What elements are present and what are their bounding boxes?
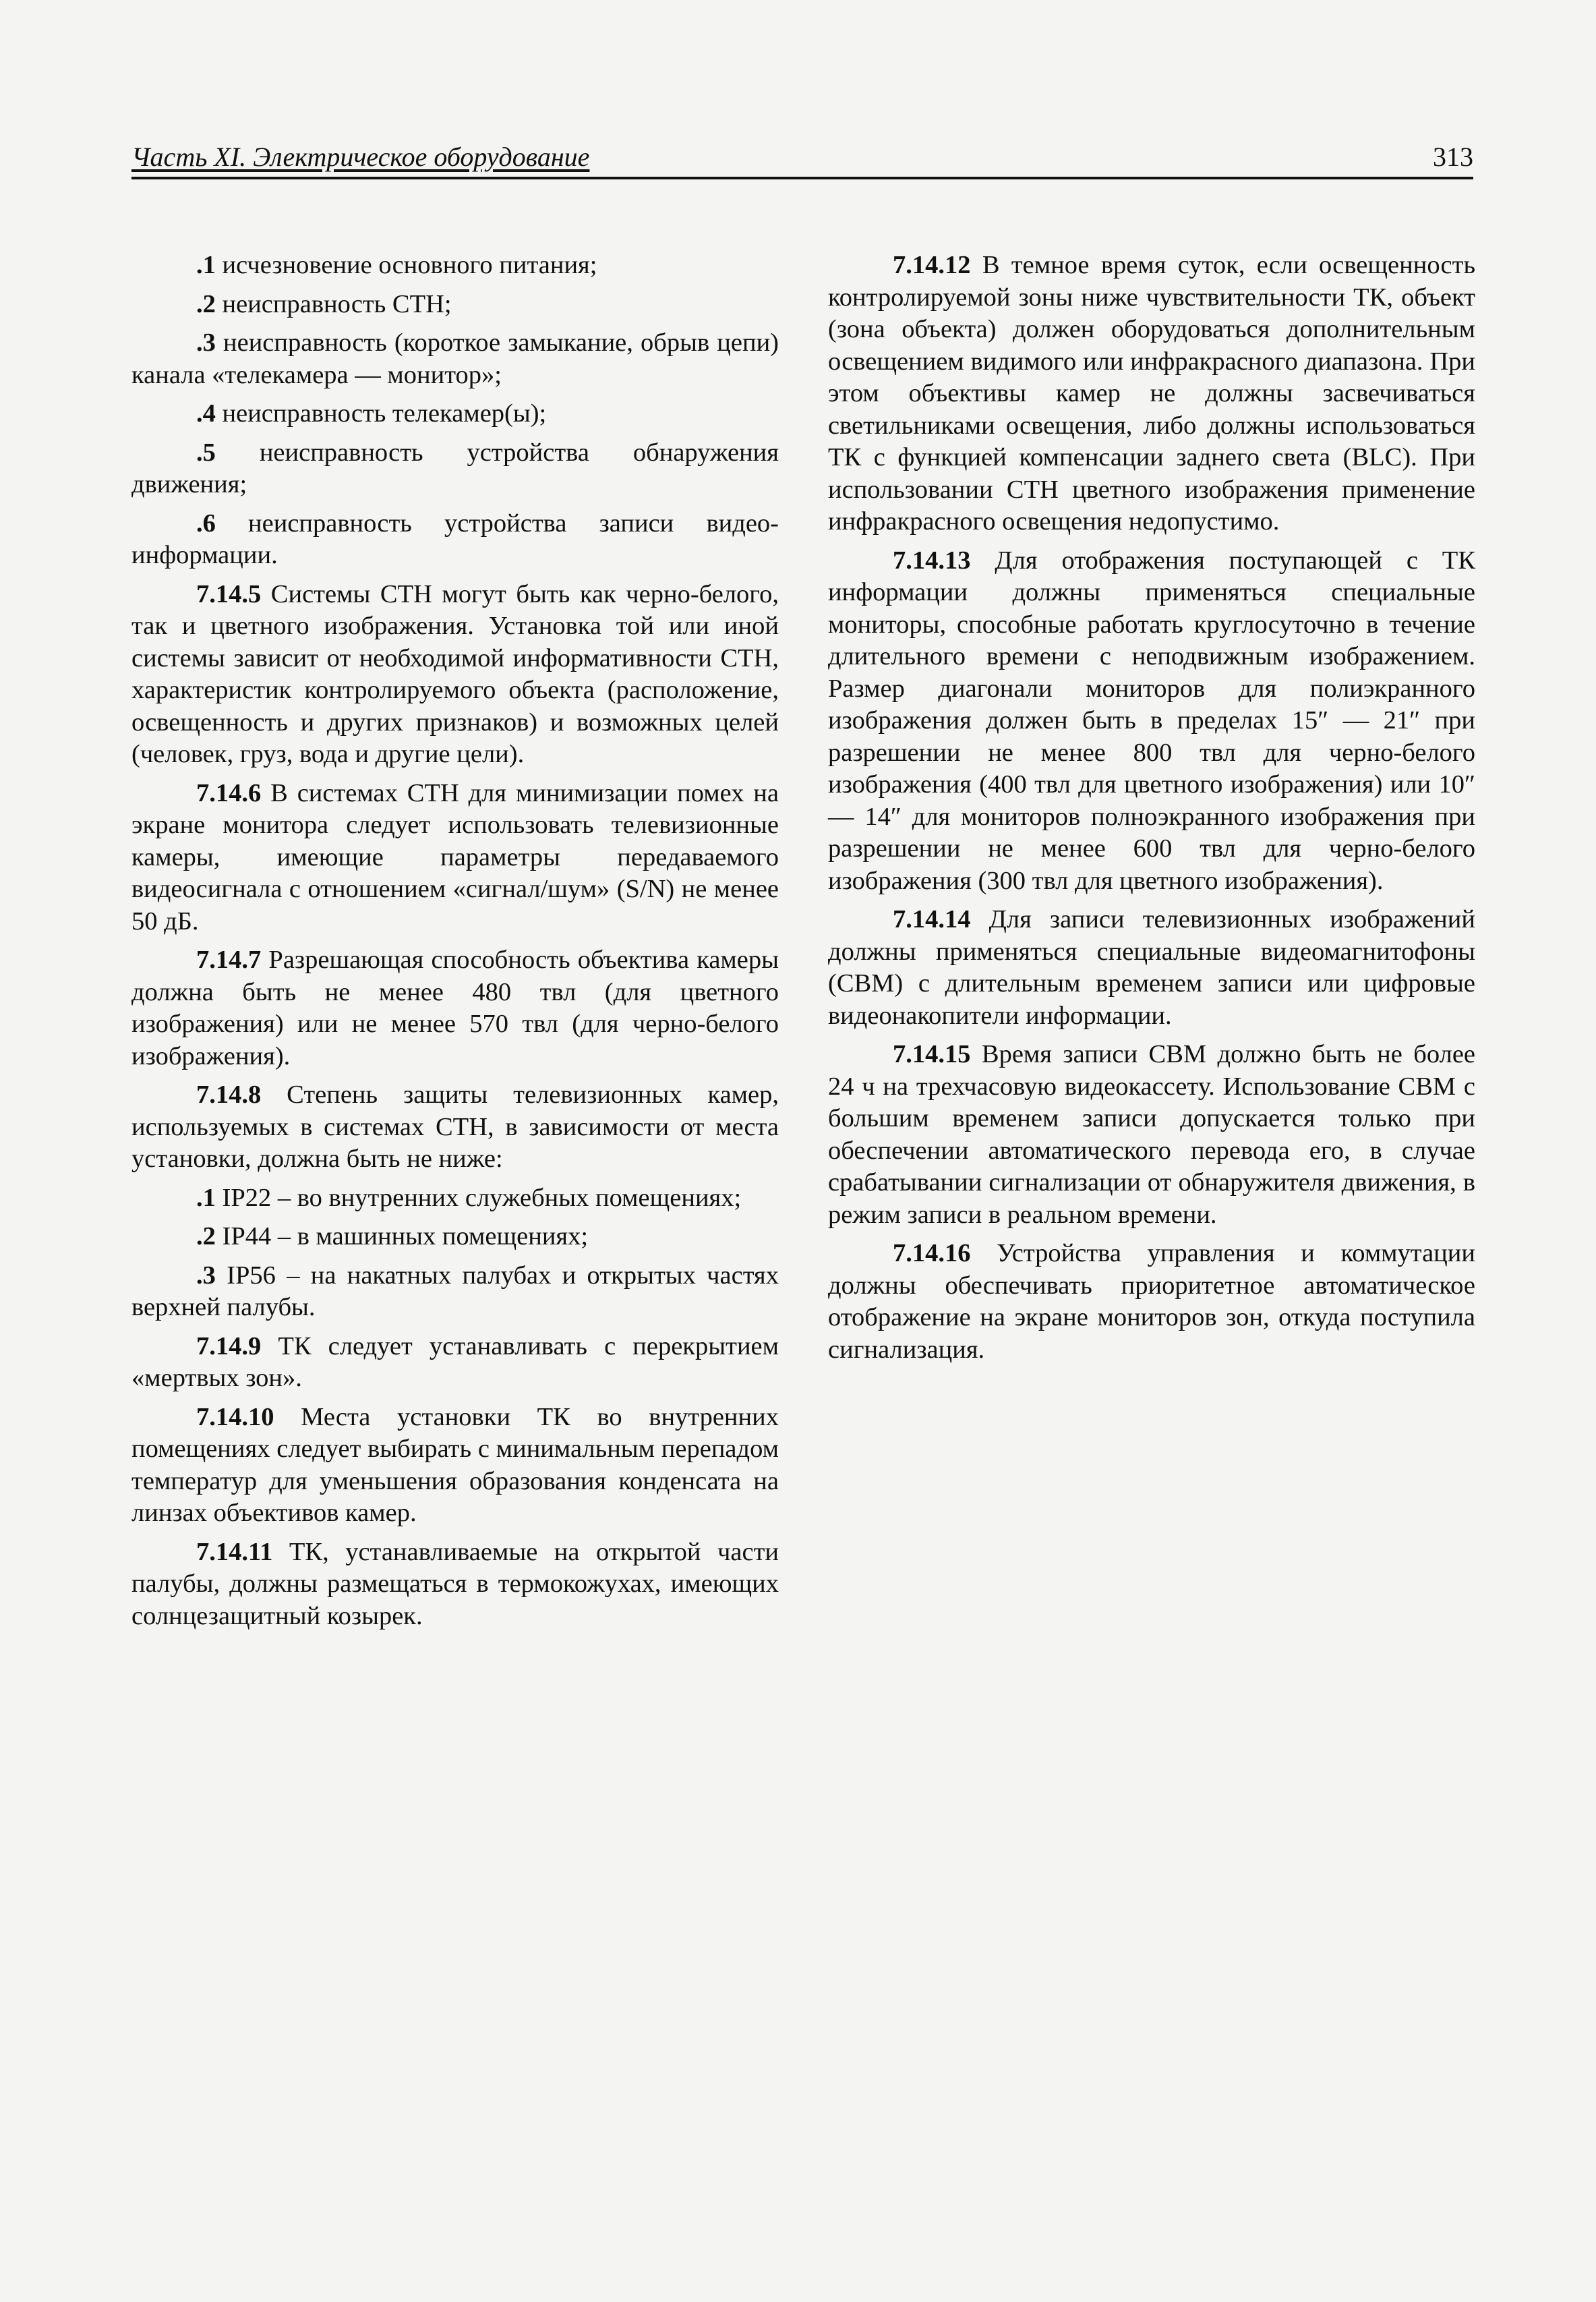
clause-number: .1 (196, 1183, 216, 1212)
clause-number: 7.14.15 (893, 1040, 971, 1068)
clause-text: Устройства управления и коммутации должны обеспечивать приоритетное автоматическое отображение на экране мониторов зон, откуда поступила сигнализация. (828, 1239, 1475, 1364)
paragraph (131, 944, 779, 1072)
paragraph (131, 437, 779, 501)
clause-text: неисправность телекамер(ы); (215, 399, 547, 428)
clause-number: 7.14.10 (196, 1402, 274, 1431)
paragraph (131, 579, 779, 771)
clause-number: 7.14.8 (196, 1081, 262, 1109)
clause-number: 7.14.9 (196, 1331, 262, 1360)
clause-text: IP44 – в машинных помещениях; (215, 1222, 589, 1250)
clause-text: Разрешающая способность объектива камеры должна быть не менее 480 твл (для цветного изображения) или не менее 570 твл (для черно-белого изображения). (131, 946, 779, 1070)
page-header (131, 135, 1473, 179)
page-number: 313 (1433, 142, 1473, 172)
clause-number: 7.14.14 (893, 905, 971, 933)
clause-text: неисправность устройства обнаружения движения; (131, 438, 779, 498)
paragraph (131, 1402, 779, 1530)
paragraph (131, 398, 779, 430)
clause-number: 7.14.16 (893, 1239, 971, 1267)
clause-number: .5 (196, 438, 216, 467)
paragraph (131, 1331, 779, 1395)
clause-text: IP22 – во внутренних служебных помещениях; (215, 1183, 742, 1212)
paragraph (131, 1536, 779, 1633)
clause-text: неисправность (короткое замыкание, обрыв цепи) канала «телекамера — монитор»; (131, 328, 779, 389)
clause-number: 7.14.11 (196, 1537, 273, 1566)
clause-text: В системах СТН для минимизации помех на экране монитора следует использовать телевизионные камеры, имеющие параметры передаваемого видеосигнала с отношением «сигнал/шум» (S/N) не менее 50 дБ. (131, 778, 779, 936)
right-column (828, 250, 1475, 1373)
paragraph (828, 1039, 1475, 1231)
paragraph (828, 1238, 1475, 1366)
clause-text: неисправность устройства записи видеоинформации. (131, 509, 779, 569)
clause-number: .2 (196, 289, 216, 318)
clause-text: Степень защиты телевизионных камер, используемых в системах СТН, в зависимости от места установки, должна быть не ниже: (131, 1081, 779, 1173)
paragraph (131, 289, 779, 321)
paragraph (131, 1221, 779, 1253)
paragraph (828, 904, 1475, 1032)
clause-number: 7.14.5 (196, 579, 262, 608)
paragraph (131, 250, 779, 282)
clause-number: .4 (196, 399, 216, 428)
clause-text: ТК следует устанавливать с перекрытием «мертвых зон». (131, 1331, 779, 1392)
clause-text: Места установки ТК во внутренних помещениях следует выбирать с минимальным перепадом температур для уменьшения образования конденсата на линзах объективов камер. (131, 1402, 779, 1527)
paragraph (131, 1079, 779, 1176)
clause-text: В темное время суток, если освещенность контролируемой зоны ниже чувствительности ТК, объект (зона объекта) должен оборудоваться дополнительным освещением видимого или инфракрасного диапазона. При этом объективы камер не должны засвечиваться светильниками освещения, либо должны использоваться ТК с функцией компенсации заднего света (BLC). При использовании СТН цветного изображения применение инфракрасного освещения недопустимо. (828, 251, 1475, 536)
clause-number: 7.14.13 (893, 546, 971, 575)
clause-number: .3 (196, 1261, 216, 1290)
paragraph (131, 1260, 779, 1324)
paragraph (131, 1182, 779, 1215)
paragraph (131, 778, 779, 938)
clause-text: Для отображения поступающей с ТК информации должны применяться специальные мониторы, способные работать круглосуточно в течение длительного времени с неподвижным изображением. Размер диагонали мониторов для полиэкранного изображения должен быть в пределах 15″ — 21″ при разрешении не менее 800 твл для черно-белого изображения (400 твл для цветного изображения) или 10″ — 14″ для мониторов полноэкранного изображения при разрешении не менее 600 твл для черно-белого изображения (300 твл для цветного изображения). (828, 546, 1475, 895)
clause-number: .2 (196, 1222, 216, 1250)
clause-text: исчезновение основного питания; (215, 251, 597, 279)
paragraph (131, 327, 779, 391)
clause-text: неисправность СТН; (215, 289, 452, 318)
left-column (131, 250, 779, 1639)
clause-text: IP56 – на накатных палубах и открытых частях верхней палубы. (131, 1261, 779, 1321)
paragraph (828, 545, 1475, 898)
clause-number: .6 (196, 509, 216, 538)
clause-number: 7.14.6 (196, 778, 262, 807)
clause-text: Время записи СВМ должно быть не более 24 ч на трехчасовую видеокассету. Использование СВМ с большим временем записи допускается только при обеспечении автоматического перевода его, в случае срабатывании сигнализации от обнаружителя движения, в режим записи в реальном времени. (828, 1040, 1475, 1229)
clause-number: 7.14.12 (893, 251, 971, 279)
paragraph (828, 250, 1475, 538)
clause-text: Системы СТН могут быть как черно-белого, так и цветного изображения. Установка той или иной системы зависит от необходимой информативности СТН, характеристик контролируемого объекта (расположение, освещенность и других признаков) и возможных целей (человек, груз, вода и другие цели). (131, 579, 779, 768)
running-head: Часть XI. Электрическое оборудование (131, 142, 590, 172)
clause-text: ТК, устанавливаемые на открытой части палубы, должны размещаться в термокожухах, имеющих солнцезащитный козырек. (131, 1537, 779, 1630)
paragraph (131, 508, 779, 572)
clause-number: 7.14.7 (196, 946, 262, 974)
clause-text: Для записи телевизионных изображений должны применяться специальные видеомагнитофоны (СВМ) с длительным временем записи или цифровые видеонакопители информации. (828, 905, 1475, 1030)
clause-number: .1 (196, 251, 216, 279)
clause-number: .3 (196, 328, 216, 357)
